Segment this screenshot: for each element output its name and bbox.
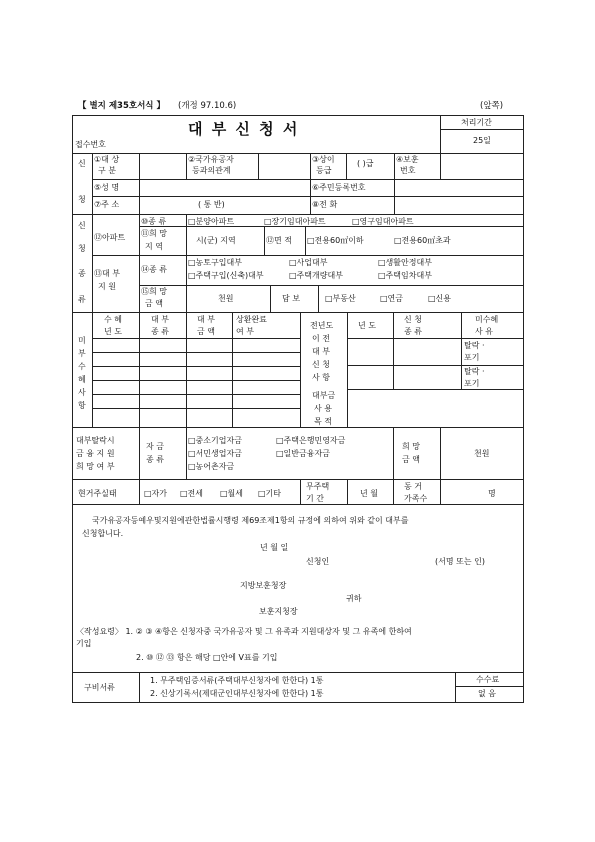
history-col-header: 수 혜 bbox=[104, 315, 122, 324]
purpose-label: 목 적 bbox=[314, 417, 332, 426]
support-kind-label: ⑭종 류 bbox=[141, 265, 167, 274]
family-label: 동 거 bbox=[404, 482, 422, 491]
fund-type-label: 자 금 bbox=[146, 442, 164, 451]
address-label: ⑦주 소 bbox=[94, 200, 120, 209]
area-label: ⑫면 적 bbox=[266, 236, 292, 245]
dropout-label: 포기 bbox=[464, 379, 480, 388]
kind-option-living[interactable]: □생활안정대부 bbox=[378, 258, 432, 267]
no-house-label: 무주택 bbox=[306, 482, 330, 491]
apt-option-sale[interactable]: □분양아파트 bbox=[188, 217, 235, 226]
prev-apply-label: 이 전 bbox=[312, 334, 330, 343]
dropout-label: 포기 bbox=[464, 353, 480, 362]
housing-label: 현거주실태 bbox=[78, 489, 117, 498]
region-label: ⑪희 망 bbox=[141, 229, 167, 238]
dropout-support-label: 희 망 여 부 bbox=[76, 462, 115, 471]
unpaid-reason-header: 미수혜 bbox=[475, 315, 499, 324]
history-section-char: 부 bbox=[78, 349, 86, 358]
history-section-char: 수 bbox=[78, 362, 86, 371]
history-col-header: 상환완료 bbox=[236, 315, 267, 324]
fee-label: 수수료 bbox=[476, 675, 500, 684]
apt-type-label: ⑩종 류 bbox=[141, 217, 167, 226]
collateral-option-credit[interactable]: □신용 bbox=[428, 294, 452, 303]
amount-unit: 천원 bbox=[218, 294, 234, 303]
target-label: ①대 상 bbox=[94, 155, 120, 164]
relation-label: ②국가유공자 bbox=[188, 155, 234, 164]
area-option-small[interactable]: □전용60㎡이하 bbox=[307, 236, 364, 245]
statement-text: 신청합니다. bbox=[82, 529, 124, 538]
unpaid-reason-header: 사 유 bbox=[475, 327, 493, 336]
purpose-label: 사 용 bbox=[314, 404, 332, 413]
amount-label: 금 액 bbox=[145, 299, 163, 308]
fund-type-label: 종 류 bbox=[146, 455, 164, 464]
prev-year-header: 년 도 bbox=[358, 321, 376, 330]
kind-option-house-improve[interactable]: □주택개량대부 bbox=[289, 271, 343, 280]
support-label: 지 원 bbox=[98, 282, 116, 291]
process-period-label: 처리기간 bbox=[461, 118, 492, 127]
office-to: 귀하 bbox=[346, 594, 362, 603]
loan-section-char: 종 bbox=[78, 269, 86, 278]
prev-apply-label: 대 부 bbox=[312, 347, 330, 356]
form-number: 【 별지 제35호서식 】 bbox=[78, 101, 165, 111]
receipt-number-label: 접수번호 bbox=[75, 140, 106, 149]
collateral-option-realestate[interactable]: □부동산 bbox=[325, 294, 356, 303]
family-label: 가족수 bbox=[404, 494, 428, 503]
fund-option-rural[interactable]: □농어촌자금 bbox=[188, 462, 235, 471]
prev-type-header: 신 청 bbox=[404, 315, 422, 324]
housing-option-jeonse[interactable]: □전세 bbox=[180, 489, 204, 498]
loan-section-char: 청 bbox=[78, 244, 86, 253]
history-col-header: 금 액 bbox=[197, 327, 215, 336]
fund-option-livelihood[interactable]: □서민생업자금 bbox=[188, 449, 242, 458]
fund-option-general[interactable]: □일반금융자금 bbox=[276, 449, 330, 458]
address-value: ( 통 반) bbox=[198, 200, 225, 209]
statement-text: 국가유공자등예우및지원에관한법률시행령 제69조제1항의 규정에 의하여 위와 같이 대부를 bbox=[92, 516, 409, 525]
history-col-header: 대 부 bbox=[151, 315, 169, 324]
veteran-number-label: ④보훈 bbox=[396, 155, 419, 164]
loan-section-char: 류 bbox=[78, 295, 86, 304]
resident-number-label: ⑥주민등록번호 bbox=[312, 183, 366, 192]
kind-option-business[interactable]: □사업대부 bbox=[289, 258, 328, 267]
grade-value: ( )급 bbox=[357, 159, 374, 168]
history-col-header: 년 도 bbox=[104, 327, 122, 336]
collateral-label: 담 보 bbox=[282, 294, 300, 303]
area-option-large[interactable]: □전용60㎡초과 bbox=[394, 236, 451, 245]
kind-option-house-rent[interactable]: □주택임차대부 bbox=[378, 271, 432, 280]
guide-line: 기입 bbox=[76, 639, 92, 648]
collateral-option-pension[interactable]: □연금 bbox=[380, 294, 404, 303]
prev-apply-label: 전년도 bbox=[310, 321, 334, 330]
family-unit: 명 bbox=[488, 489, 496, 498]
statement-seal: (서명 또는 인) bbox=[435, 557, 485, 566]
support-label: ⑬대 부 bbox=[94, 269, 120, 278]
docs-item: 1. 무주택임증서류(주택대부신청자에 한한다) 1통 bbox=[150, 676, 324, 685]
history-section-char: 혜 bbox=[78, 375, 86, 384]
amount-label: ⑮희 망 bbox=[141, 287, 167, 296]
applicant-section-char: 청 bbox=[78, 195, 86, 204]
statement-date: 년 월 일 bbox=[260, 543, 289, 552]
kind-option-house-buy[interactable]: □주택구입(신축)대부 bbox=[188, 271, 264, 280]
process-period-value: 25일 bbox=[473, 136, 491, 145]
prev-apply-label: 사 항 bbox=[312, 373, 330, 382]
history-section-char: 항 bbox=[78, 401, 86, 410]
fund-option-sme[interactable]: □중소기업자금 bbox=[188, 436, 242, 445]
dropout-support-label: 대부탈락시 bbox=[76, 436, 115, 445]
kind-option-farmland[interactable]: □농토구입대부 bbox=[188, 258, 242, 267]
docs-label: 구비서류 bbox=[84, 683, 115, 692]
guide-line: 2. ⑩ ⑫ ⑬ 항은 해당 □안에 V표를 기입 bbox=[136, 653, 278, 662]
wish-amount-label: 희 망 bbox=[402, 442, 420, 451]
history-col-header: 대 부 bbox=[197, 315, 215, 324]
history-col-header: 종 류 bbox=[151, 327, 169, 336]
apartment-label: ⑫아파트 bbox=[94, 233, 126, 242]
purpose-label: 대부금 bbox=[312, 391, 336, 400]
fund-option-housing-bank[interactable]: □주택은행민영자금 bbox=[276, 436, 346, 445]
revision-note: (개정 97.10.6) bbox=[178, 101, 237, 111]
form-title: 대 부 신 청 서 bbox=[188, 120, 300, 138]
name-label: ⑤성 명 bbox=[94, 183, 120, 192]
target-label: 구 분 bbox=[98, 166, 116, 175]
veteran-number-label: 번호 bbox=[400, 166, 416, 175]
guide-line: 〈작성요령〉 1. ② ③ ④항은 신청자중 국가유공자 및 그 유족과 지원대상자 및 그 유족에 한하여 bbox=[76, 627, 412, 636]
phone-label: ⑧전 화 bbox=[312, 200, 338, 209]
applicant-section-char: 신 bbox=[78, 159, 86, 168]
relation-label: 등과의관계 bbox=[192, 166, 231, 175]
history-section-char: 사 bbox=[78, 388, 86, 397]
prev-type-header: 종 류 bbox=[404, 327, 422, 336]
history-col-header: 여 부 bbox=[236, 327, 254, 336]
statement-applicant: 신청인 bbox=[306, 557, 330, 566]
region-label: 지 역 bbox=[145, 242, 163, 251]
housing-option-other[interactable]: □기타 bbox=[258, 489, 282, 498]
office-regional: 지방보훈청장 bbox=[240, 581, 287, 590]
prev-apply-label: 신 청 bbox=[312, 360, 330, 369]
dropout-label: 탈락 · bbox=[464, 341, 485, 350]
apt-option-longterm[interactable]: □장기임대아파트 bbox=[264, 217, 326, 226]
dropout-label: 탈락 · bbox=[464, 367, 485, 376]
no-house-period: 년 월 bbox=[360, 489, 378, 498]
office-branch: 보훈지청장 bbox=[259, 607, 298, 616]
wish-amount-label: 금 액 bbox=[402, 455, 420, 464]
grade-label: ③상이 bbox=[312, 155, 335, 164]
page-side: (앞쪽) bbox=[480, 101, 504, 111]
apt-option-permanent[interactable]: □영구임대아파트 bbox=[352, 217, 414, 226]
wish-amount-unit: 천원 bbox=[474, 449, 490, 458]
no-house-label: 기 간 bbox=[306, 494, 324, 503]
dropout-support-label: 금 융 지 원 bbox=[76, 449, 115, 458]
loan-section-char: 신 bbox=[78, 221, 86, 230]
housing-option-monthly[interactable]: □월세 bbox=[220, 489, 244, 498]
docs-item: 2. 신상기록서(제대군인대부신청자에 한한다) 1통 bbox=[150, 689, 324, 698]
history-section-char: 미 bbox=[78, 336, 86, 345]
region-value: 시(군) 지역 bbox=[196, 236, 236, 245]
housing-option-own[interactable]: □자가 bbox=[144, 489, 168, 498]
grade-label: 등급 bbox=[316, 166, 332, 175]
fee-value: 없 음 bbox=[478, 689, 496, 698]
